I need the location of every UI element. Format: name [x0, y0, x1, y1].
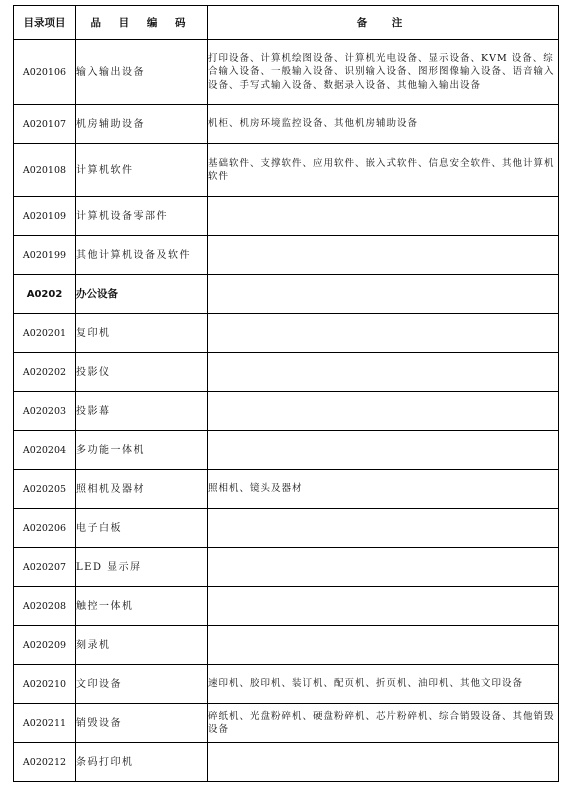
item-code: A020208	[14, 587, 76, 626]
item-code: A020203	[14, 392, 76, 431]
item-note: 打印设备、计算机绘图设备、计算机光电设备、显示设备、KVM 设备、综合输入设备、一般输入设备、识别输入设备、图形图像输入设备、语音输入设备、手写式输入设备、数据录入设备、其他输入输出设备	[208, 40, 559, 105]
item-note	[208, 392, 559, 431]
item-name: 刻录机	[76, 626, 208, 665]
table-row	[14, 431, 559, 470]
category-note	[208, 275, 559, 314]
table-row	[14, 548, 559, 587]
table-row	[14, 144, 559, 197]
table-row	[14, 353, 559, 392]
item-name: 机房辅助设备	[76, 105, 208, 144]
item-note: 碎纸机、光盘粉碎机、硬盘粉碎机、芯片粉碎机、综合销毁设备、其他销毁设备	[208, 704, 559, 743]
item-note	[208, 743, 559, 782]
header-code: 目录项目	[14, 6, 76, 40]
item-note: 基础软件、支撑软件、应用软件、嵌入式软件、信息安全软件、其他计算机软件	[208, 144, 559, 197]
item-code: A020202	[14, 353, 76, 392]
table-row	[14, 105, 559, 144]
item-code: A020210	[14, 665, 76, 704]
item-name: 计算机设备零部件	[76, 197, 208, 236]
item-code: A020211	[14, 704, 76, 743]
table-row	[14, 509, 559, 548]
table-row	[14, 665, 559, 704]
item-note: 照相机、镜头及器材	[208, 470, 559, 509]
item-name: 输入输出设备	[76, 40, 208, 105]
item-code: A020108	[14, 144, 76, 197]
table-row	[14, 236, 559, 275]
category-code: A0202	[14, 275, 76, 314]
table-row	[14, 40, 559, 105]
category-name: 办公设备	[76, 275, 208, 314]
table-row	[14, 392, 559, 431]
item-code: A020204	[14, 431, 76, 470]
item-code: A020106	[14, 40, 76, 105]
item-note: 速印机、胶印机、装订机、配页机、折页机、油印机、其他文印设备	[208, 665, 559, 704]
item-code: A020207	[14, 548, 76, 587]
item-note	[208, 353, 559, 392]
item-note	[208, 197, 559, 236]
header-name: 品 目 编 码	[76, 6, 208, 40]
item-name: 触控一体机	[76, 587, 208, 626]
item-note	[208, 587, 559, 626]
table-row	[14, 470, 559, 509]
item-name: 多功能一体机	[76, 431, 208, 470]
item-note	[208, 236, 559, 275]
item-note	[208, 548, 559, 587]
table-row	[14, 704, 559, 743]
item-name: LED 显示屏	[76, 548, 208, 587]
table-row	[14, 743, 559, 782]
item-name: 复印机	[76, 314, 208, 353]
item-name: 其他计算机设备及软件	[76, 236, 208, 275]
item-name: 计算机软件	[76, 144, 208, 197]
item-name: 投影幕	[76, 392, 208, 431]
item-code: A020107	[14, 105, 76, 144]
item-name: 投影仪	[76, 353, 208, 392]
item-note	[208, 314, 559, 353]
header-note: 备 注	[208, 6, 559, 40]
header-row	[14, 6, 559, 40]
table-row	[14, 314, 559, 353]
item-code: A020109	[14, 197, 76, 236]
item-code: A020209	[14, 626, 76, 665]
item-name: 销毁设备	[76, 704, 208, 743]
item-note	[208, 431, 559, 470]
item-note	[208, 509, 559, 548]
item-name: 条码打印机	[76, 743, 208, 782]
item-name: 文印设备	[76, 665, 208, 704]
item-code: A020205	[14, 470, 76, 509]
table-row	[14, 626, 559, 665]
item-note: 机柜、机房环境监控设备、其他机房辅助设备	[208, 105, 559, 144]
item-code: A020212	[14, 743, 76, 782]
item-note	[208, 626, 559, 665]
table-row	[14, 197, 559, 236]
item-code: A020206	[14, 509, 76, 548]
item-code: A020201	[14, 314, 76, 353]
item-code: A020199	[14, 236, 76, 275]
item-name: 照相机及器材	[76, 470, 208, 509]
item-name: 电子白板	[76, 509, 208, 548]
category-row	[14, 275, 559, 314]
catalog-table	[13, 5, 559, 782]
table-row	[14, 587, 559, 626]
